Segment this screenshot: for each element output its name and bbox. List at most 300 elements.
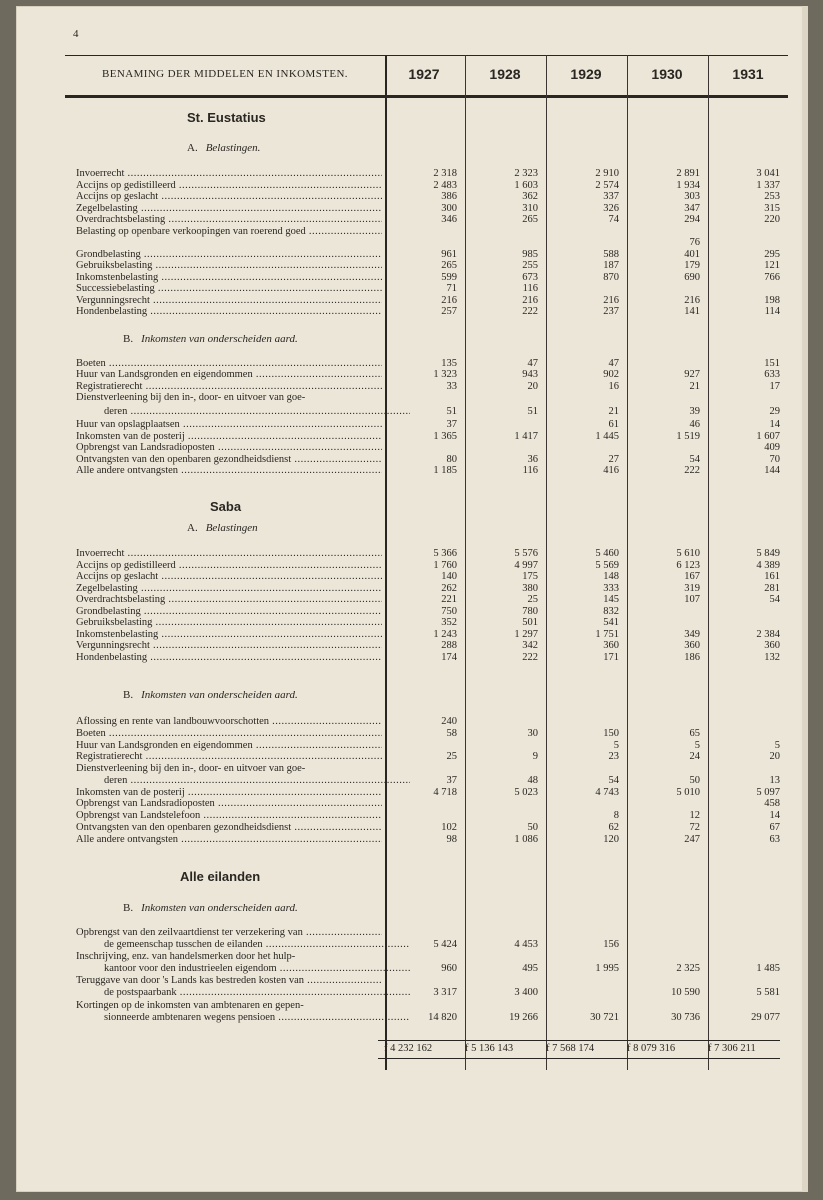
table-row	[0, 406, 823, 417]
year-1929: 1929	[570, 66, 602, 82]
cell-value: 265	[522, 214, 538, 225]
cell-value: 416	[603, 465, 619, 476]
cell-value: 1 519	[676, 431, 700, 442]
cell-value: 349	[684, 628, 700, 640]
cell-value: 360	[764, 640, 780, 651]
cell-value: 174	[441, 651, 457, 663]
cell-value: 326	[603, 202, 619, 214]
total-1928: f 5 136 143	[465, 1043, 514, 1054]
cell-value: 216	[603, 294, 619, 306]
row-label: Huur van Landsgronden en eigendommen .....	[76, 740, 382, 751]
cell-value: 360	[684, 640, 700, 651]
header-rule-top	[65, 55, 788, 56]
row-label: sionneerde ambtenaren wegens pensioen .....	[104, 1012, 410, 1023]
cell-value: 237	[603, 306, 619, 317]
total-1931: f 7 306 211	[708, 1043, 756, 1054]
cell-value: 5 097	[756, 787, 780, 798]
cell-value: 222	[684, 465, 700, 476]
cell-value: 144	[764, 465, 780, 476]
row-label: Teruggave van door 's Lands kas bestreden kosten van .....	[76, 975, 382, 986]
table-row	[0, 975, 823, 986]
cell-value: 1 995	[595, 963, 619, 974]
cell-value: 151	[764, 358, 780, 369]
cell-value: 690	[684, 271, 700, 283]
totals-rule-bottom	[378, 1058, 780, 1059]
cell-value: 333	[603, 582, 619, 594]
cell-value: 288	[441, 640, 457, 651]
cell-value: 187	[603, 260, 619, 271]
cell-value: 54	[769, 594, 780, 605]
cell-value: 3 400	[514, 987, 538, 998]
cell-value: 1 243	[433, 628, 457, 640]
row-label: Kortingen op de inkomsten van ambtenaren en gepen-	[76, 1000, 304, 1011]
total-1930: f 8 079 316	[627, 1043, 676, 1054]
cell-value: 766	[764, 271, 780, 283]
cell-value: 943	[522, 369, 538, 380]
table-row	[0, 306, 823, 317]
cell-value: 20	[527, 381, 538, 392]
cell-value: 70	[769, 454, 780, 465]
table-row	[0, 226, 823, 237]
cell-value: 80	[446, 454, 457, 465]
cell-value: 33	[446, 381, 457, 392]
row-label: Gebruiksbelasting .....	[76, 260, 382, 271]
cell-value: 541	[603, 617, 619, 628]
cell-value: 5 569	[595, 559, 619, 571]
cell-value: 1 760	[433, 559, 457, 571]
row-label: Inkomstenbelasting .....	[76, 629, 382, 640]
cell-value: 135	[441, 358, 457, 369]
cell-value: 1 337	[756, 179, 780, 191]
table-row	[0, 431, 823, 442]
table-row	[0, 249, 823, 260]
row-label: Vergunningsrecht .....	[76, 640, 382, 651]
table-row	[0, 214, 823, 225]
cell-value: 5 581	[756, 987, 780, 998]
row-label: deren .....	[104, 775, 410, 786]
row-label: Ontvangsten van den openbaren gezondheidsdienst .....	[76, 822, 382, 833]
cell-value: 12	[689, 810, 700, 821]
cell-value: 257	[441, 306, 457, 317]
cell-value: 1 365	[433, 431, 457, 442]
cell-value: 63	[769, 834, 780, 845]
table-row	[0, 191, 823, 202]
cell-value: 673	[522, 271, 538, 283]
row-label: Opbrengst van den zeilvaartdienst ter verzekering van .....	[76, 927, 382, 938]
table-row	[0, 822, 823, 833]
row-label: Vergunningsrecht .....	[76, 295, 382, 306]
cell-value: 4 453	[514, 939, 538, 950]
cell-value: 310	[522, 202, 538, 214]
cell-value: 72	[689, 822, 700, 833]
cell-value: 14	[769, 419, 780, 430]
cell-value: 1 323	[433, 369, 457, 380]
subsection-a-title: A. Belastingen.	[187, 142, 261, 154]
cell-value: 21	[689, 381, 700, 392]
cell-value: 5 849	[756, 548, 780, 559]
cell-value: 132	[764, 651, 780, 663]
cell-value: 247	[684, 834, 700, 845]
cell-value: 380	[522, 582, 538, 594]
table-row	[0, 548, 823, 559]
table-row	[0, 1012, 823, 1023]
table-row	[0, 180, 823, 191]
cell-value: 47	[527, 358, 538, 369]
row-label: de postspaarbank .....	[104, 987, 410, 998]
cell-value: 30 736	[671, 1012, 700, 1023]
cell-value: 102	[441, 822, 457, 833]
row-label: Accijns op gedistilleerd .....	[76, 560, 382, 571]
cell-value: 5 576	[514, 548, 538, 559]
cell-value: 352	[441, 617, 457, 628]
cell-value: 360	[603, 640, 619, 651]
row-label	[76, 237, 382, 248]
cell-value: 156	[603, 939, 619, 950]
table-row	[0, 560, 823, 571]
cell-value: 337	[603, 191, 619, 202]
header-rule-bottom	[65, 95, 788, 98]
cell-value: 46	[689, 419, 700, 430]
cell-value: 1 751	[595, 628, 619, 640]
cell-value: 220	[764, 214, 780, 225]
table-row	[0, 606, 823, 617]
row-label: Invoerrecht .....	[76, 168, 382, 179]
cell-value: 21	[608, 406, 619, 417]
cell-value: 588	[603, 248, 619, 260]
table-row	[0, 1000, 823, 1011]
cell-value: 8	[613, 810, 619, 821]
subsection-b-title: B. Inkomsten van onderscheiden aard.	[123, 902, 298, 914]
table-row	[0, 834, 823, 845]
cell-value: 65	[689, 728, 700, 739]
cell-value: 294	[684, 214, 700, 225]
cell-value: 2 325	[676, 963, 700, 974]
section-title-st-eustatius: St. Eustatius	[187, 110, 266, 125]
page-number: 4	[73, 28, 79, 40]
table-row	[0, 927, 823, 938]
cell-value: 346	[441, 214, 457, 225]
row-label: Alle andere ontvangsten .....	[76, 465, 382, 476]
subsection-a-title: A. Belastingen	[187, 522, 258, 534]
cell-value: 71	[446, 283, 457, 294]
cell-value: 148	[603, 571, 619, 582]
cell-value: 222	[522, 306, 538, 317]
cell-value: 985	[522, 248, 538, 260]
row-label: Grondbelasting .....	[76, 249, 382, 260]
cell-value: 262	[441, 582, 457, 594]
cell-value: 62	[608, 822, 619, 833]
row-label: Huur van opslagplaatsen .....	[76, 419, 382, 430]
table-row	[0, 652, 823, 663]
cell-value: 1 607	[756, 431, 780, 442]
cell-value: 2 384	[756, 628, 780, 640]
cell-value: 5	[774, 740, 780, 751]
table-row	[0, 987, 823, 998]
cell-value: 19 266	[509, 1012, 538, 1023]
table-row	[0, 454, 823, 465]
cell-value: 54	[608, 775, 619, 786]
cell-value: 116	[522, 465, 538, 476]
cell-value: 1 934	[676, 179, 700, 191]
cell-value: 17	[769, 381, 780, 392]
cell-value: 386	[441, 191, 457, 202]
cell-value: 5 010	[676, 787, 700, 798]
year-1931: 1931	[732, 66, 764, 82]
table-row	[0, 798, 823, 809]
cell-value: 401	[684, 248, 700, 260]
cell-value: 140	[441, 571, 457, 582]
year-1930: 1930	[651, 66, 683, 82]
row-label: Alle andere ontvangsten .....	[76, 834, 382, 845]
cell-value: 927	[684, 369, 700, 380]
cell-value: 150	[603, 728, 619, 739]
table-row	[0, 617, 823, 628]
cell-value: 2 323	[514, 168, 538, 179]
cell-value: 2 318	[433, 168, 457, 179]
cell-value: 121	[764, 260, 780, 271]
cell-value: 1 485	[756, 963, 780, 974]
row-label: Grondbelasting .....	[76, 606, 382, 617]
cell-value: 14	[769, 810, 780, 821]
cell-value: 67	[769, 822, 780, 833]
row-label: Hondenbelasting .....	[76, 306, 382, 317]
cell-value: 253	[764, 191, 780, 202]
cell-value: 74	[608, 214, 619, 225]
row-label: Invoerrecht .....	[76, 548, 382, 559]
table-row	[0, 939, 823, 950]
table-row	[0, 369, 823, 380]
cell-value: 315	[764, 202, 780, 214]
table-row	[0, 237, 823, 248]
cell-value: 50	[689, 775, 700, 786]
row-label: Ontvangsten van den openbaren gezondheidsdienst .....	[76, 454, 382, 465]
cell-value: 76	[689, 237, 700, 248]
cell-value: 870	[603, 271, 619, 283]
table-row	[0, 763, 823, 774]
cell-value: 222	[522, 651, 538, 663]
table-row	[0, 787, 823, 798]
cell-value: 47	[608, 358, 619, 369]
row-label: deren .....	[104, 406, 410, 417]
row-label: Boeten .....	[76, 358, 382, 369]
cell-value: 4 997	[514, 559, 538, 571]
cell-value: 54	[689, 454, 700, 465]
cell-value: 24	[689, 751, 700, 762]
section-title-alle-eilanden: Alle eilanden	[180, 869, 261, 884]
cell-value: 216	[684, 294, 700, 306]
cell-value: 409	[764, 442, 780, 453]
cell-value: 458	[764, 798, 780, 809]
cell-value: 1 185	[433, 465, 457, 476]
subsection-b-title: B. Inkomsten van onderscheiden aard.	[123, 333, 298, 345]
total-1929: f 7 568 174	[546, 1043, 595, 1054]
cell-value: 37	[446, 775, 457, 786]
cell-value: 1 086	[514, 834, 538, 845]
cell-value: 265	[441, 260, 457, 271]
table-row	[0, 963, 823, 974]
cell-value: 9	[532, 751, 538, 762]
cell-value: 832	[603, 605, 619, 617]
cell-value: 179	[684, 260, 700, 271]
table-row	[0, 629, 823, 640]
table-row	[0, 283, 823, 294]
row-label: Opbrengst van Landsradioposten .....	[76, 442, 382, 453]
row-label: Registratierecht .....	[76, 751, 382, 762]
cell-value: 61	[608, 419, 619, 430]
row-label: Hondenbelasting .....	[76, 652, 382, 663]
cell-value: 960	[441, 963, 457, 974]
table-row	[0, 728, 823, 739]
cell-value: 902	[603, 369, 619, 380]
cell-value: 319	[684, 582, 700, 594]
row-label: Boeten .....	[76, 728, 382, 739]
row-label: Belasting op openbare verkoopingen van roerend goed .....	[76, 226, 382, 237]
section-title-saba: Saba	[210, 499, 242, 514]
cell-value: 342	[522, 640, 538, 651]
table-row	[0, 951, 823, 962]
row-label: Accijns op gedistilleerd .....	[76, 180, 382, 191]
cell-value: 50	[527, 822, 538, 833]
cell-value: 303	[684, 191, 700, 202]
cell-value: 221	[441, 594, 457, 605]
cell-value: 161	[764, 571, 780, 582]
cell-value: 29 077	[751, 1012, 780, 1023]
cell-value: 5	[694, 740, 700, 751]
cell-value: 5 366	[433, 548, 457, 559]
cell-value: 362	[522, 191, 538, 202]
cell-value: 13	[769, 775, 780, 786]
row-label: Opbrengst van Landsradioposten .....	[76, 798, 382, 809]
row-label: Registratierecht .....	[76, 381, 382, 392]
cell-value: 5	[613, 740, 619, 751]
row-label: Inschrijving, enz. van handelsmerken door het hulp-	[76, 951, 296, 962]
cell-value: 4 743	[595, 787, 619, 798]
cell-value: 20	[769, 751, 780, 762]
cell-value: 2 910	[595, 168, 619, 179]
table-row	[0, 571, 823, 582]
cell-value: 27	[608, 454, 619, 465]
cell-value: 116	[522, 283, 538, 294]
cell-value: 3 041	[756, 168, 780, 179]
row-label: Zegelbelasting .....	[76, 583, 382, 594]
cell-value: 216	[522, 294, 538, 306]
table-row	[0, 392, 823, 403]
cell-value: 281	[764, 582, 780, 594]
cell-value: 6 123	[676, 559, 700, 571]
table-row	[0, 272, 823, 283]
table-row	[0, 594, 823, 605]
table-row	[0, 465, 823, 476]
cell-value: 2 891	[676, 168, 700, 179]
cell-value: 1 603	[514, 179, 538, 191]
subsection-b-title: B. Inkomsten van onderscheiden aard.	[123, 689, 298, 701]
row-label: Dienstverleening bij den in-, door- en uitvoer van goe-	[76, 392, 306, 403]
cell-value: 120	[603, 834, 619, 845]
cell-value: 51	[527, 406, 538, 417]
row-label: Opbrengst van Landstelefoon .....	[76, 810, 382, 821]
cell-value: 1 445	[595, 431, 619, 442]
cell-value: 2 483	[433, 179, 457, 191]
cell-value: 347	[684, 202, 700, 214]
cell-value: 98	[446, 834, 457, 845]
row-label: Inkomsten van de posterij .....	[76, 787, 382, 798]
cell-value: 750	[441, 605, 457, 617]
cell-value: 633	[764, 369, 780, 380]
cell-value: 37	[446, 419, 457, 430]
cell-value: 3 317	[433, 987, 457, 998]
cell-value: 114	[764, 306, 780, 317]
cell-value: 30 721	[590, 1012, 619, 1023]
cell-value: 58	[446, 728, 457, 739]
cell-value: 16	[608, 381, 619, 392]
row-label: de gemeenschap tusschen de eilanden .....	[104, 939, 410, 950]
row-label: Zegelbelasting .....	[76, 203, 382, 214]
cell-value: 4 718	[433, 787, 457, 798]
cell-value: 39	[689, 406, 700, 417]
cell-value: 51	[446, 406, 457, 417]
cell-value: 29	[769, 406, 780, 417]
cell-value: 198	[764, 294, 780, 306]
row-label: Accijns op geslacht .....	[76, 571, 382, 582]
cell-value: 1 417	[514, 431, 538, 442]
cell-value: 145	[603, 594, 619, 605]
table-row	[0, 203, 823, 214]
cell-value: 961	[441, 248, 457, 260]
row-label: Inkomsten van de posterij .....	[76, 431, 382, 442]
cell-value: 186	[684, 651, 700, 663]
column-label: BENAMING DER MIDDELEN EN INKOMSTEN.	[102, 68, 348, 80]
cell-value: 171	[603, 651, 619, 663]
cell-value: 295	[764, 248, 780, 260]
cell-value: 10 590	[671, 987, 700, 998]
cell-value: 255	[522, 260, 538, 271]
table-row	[0, 442, 823, 453]
row-label: kantoor voor den industrieelen eigendom .....	[104, 963, 410, 974]
row-label: Dienstverleening bij den in-, door- en uitvoer van goe-	[76, 763, 306, 774]
year-1927: 1927	[408, 66, 440, 82]
cell-value: 36	[527, 454, 538, 465]
table-row	[0, 295, 823, 306]
column-header	[65, 60, 788, 92]
cell-value: 14 820	[428, 1012, 457, 1023]
cell-value: 23	[608, 751, 619, 762]
row-label: Overdrachtsbelasting .....	[76, 214, 382, 225]
cell-value: 2 574	[595, 179, 619, 191]
table-row	[0, 751, 823, 762]
row-label: Accijns op geslacht .....	[76, 191, 382, 202]
totals-rule-top	[378, 1040, 780, 1041]
cell-value: 4 389	[756, 559, 780, 571]
row-label: Inkomstenbelasting .....	[76, 272, 382, 283]
row-label: Gebruiksbelasting .....	[76, 617, 382, 628]
cell-value: 501	[522, 617, 538, 628]
cell-value: 5 424	[433, 939, 457, 950]
table-row	[0, 740, 823, 751]
cell-value: 1 297	[514, 628, 538, 640]
cell-value: 216	[441, 294, 457, 306]
table-row	[0, 381, 823, 392]
cell-value: 599	[441, 271, 457, 283]
cell-value: 780	[522, 605, 538, 617]
cell-value: 175	[522, 571, 538, 582]
row-label: Overdrachtsbelasting .....	[76, 594, 382, 605]
cell-value: 141	[684, 306, 700, 317]
cell-value: 495	[522, 963, 538, 974]
table-row	[0, 260, 823, 271]
cell-value: 167	[684, 571, 700, 582]
table-row	[0, 716, 823, 727]
table-row	[0, 810, 823, 821]
